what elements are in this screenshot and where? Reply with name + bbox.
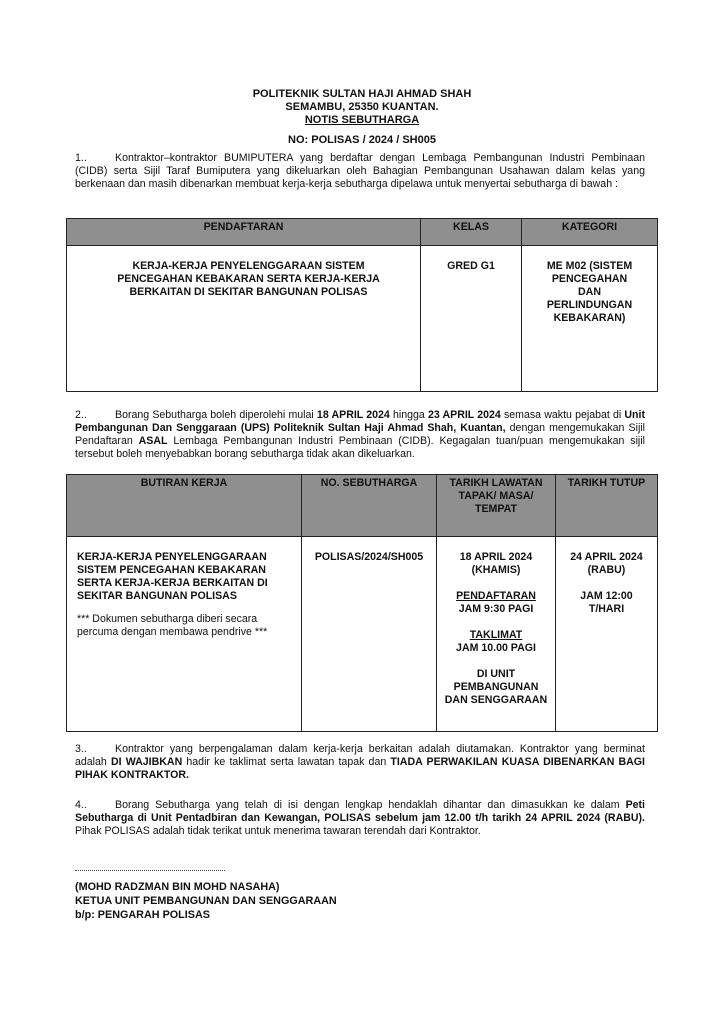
header-tarikh-lawatan: TARIKH LAWATAN TAPAK/ MASA/ TEMPAT [437,475,556,537]
header-tarikh-tutup: TARIKH TUTUP [556,475,658,537]
paragraph-2-text-5: Lembaga Pembangunan Industri Pembinaan (CIDB). Kegagalan tuan/puan mengemukakan sijil tersebut boleh menyebabkan borang sebutharga tidak akan dikeluarkan. [75,435,645,460]
end-date: 23 APRIL 2024 [427,409,501,421]
no-proxy-emphasis: TIADA PERWAKILAN KUASA DIBENARKAN BAGI PIHAK KONTRAKTOR. [75,756,645,781]
paragraph-1-number: 1.. [75,152,87,164]
briefing-label: TAKLIMAT [469,629,523,641]
registration-table [66,218,658,392]
mandatory-emphasis: DI WAJIBKAN [110,756,183,768]
site-visit-date: 18 APRIL 2024 [459,551,533,563]
cell-no-sebutharga: POLISAS/2024/SH005 [302,537,437,732]
cell-tarikh-tutup [556,537,658,732]
signatory-name: (MOHD RADZMAN BIN MOHD NASAHA) [75,881,280,893]
header-no-sebutharga: NO. SEBUTHARGA [302,475,437,537]
header-pendaftaran: PENDAFTARAN [67,219,421,246]
institution-name: POLITEKNIK SULTAN HAJI AHMAD SHAH [252,88,472,100]
notice-title [0,114,724,127]
notice-number: NO: POLISAS / 2024 / SH005 [288,134,436,146]
cell-butiran-kerja [67,537,302,732]
submission-location: Peti Sebutharga di Unit Pentadbiran dan Kewangan, POLISAS sebelum jam 12.00 t/h tarikh 24 APRIL 2024 (RABU). [75,799,645,824]
cell-pendaftaran: KERJA-KERJA PENYELENGGARAAN SISTEM PENCEGAHAN KEBAKARAN SERTA KERJA-KERJA BERKAITAN DI SEKITAR BANGUNAN POLISAS [67,246,421,392]
signature-line [75,870,225,871]
institution-address: SEMAMBU, 25350 KUANTAN. [285,101,439,113]
signatory-on-behalf: b/p: PENGARAH POLISAS [75,909,210,921]
paragraph-3-text-2: hadir ke taklimat serta lawatan tapak dan [182,756,391,768]
cell-kelas: GRED G1 [421,246,522,392]
quotation-details-table [66,474,658,732]
visit-venue: DI UNIT PEMBANGUNAN DAN SENGGARAAN [444,668,548,706]
original-emphasis: ASAL [138,435,168,447]
paragraph-2-number: 2.. [75,409,87,421]
header-kategori: KATEGORI [522,219,658,246]
registration-label: PENDAFTARAN [456,590,536,602]
paragraph-2-text-4: dengan mengemukakan Sijil Pendaftaran [75,422,645,447]
site-visit-day: (KHAMIS) [471,564,521,576]
paragraph-2-text-1: Borang Sebutharga boleh diperolehi mulai [115,409,317,421]
pendrive-note: *** Dokumen sebutharga diberi secara percuma dengan membawa pendrive *** [77,613,268,638]
registration-time: JAM 9:30 PAGI [458,603,534,615]
header-butiran-kerja: BUTIRAN KERJA [67,475,302,537]
cell-kategori: ME M02 (SISTEM PENCEGAHAN DAN PERLINDUNGAN KEBAKARAN) [522,246,658,392]
work-description: KERJA-KERJA PENYELENGGARAAN SISTEM PENCEGAHAN KEBAKARAN SERTA KERJA-KERJA BERKAITAN DI SEKITAR BANGUNAN POLISAS [77,551,268,602]
start-date: 18 APRIL 2024 [316,409,390,421]
closing-time: JAM 12:00 T/HARI [580,590,633,615]
paragraph-1 [75,152,645,191]
paragraph-2 [75,409,645,461]
notice-title-text: NOTIS SEBUTHARGA [304,114,420,126]
office-location: Unit Pembangunan Dan Senggaraan (UPS) Politeknik Sultan Haji Ahmad Shah, Kuantan, [75,409,645,434]
paragraph-3-number: 3.. [75,743,87,755]
signatory-title: KETUA UNIT PEMBANGUNAN DAN SENGGARAAN [75,895,337,907]
paragraph-3 [75,743,645,782]
cell-tarikh-lawatan [437,537,556,732]
briefing-time: JAM 10.00 PAGI [456,642,536,654]
paragraph-2-text-3: semasa waktu pejabat di [500,409,625,421]
closing-day: (RABU) [587,564,626,576]
paragraph-3-text-1: Kontraktor yang berpengalaman dalam kerja-kerja berkaitan adalah diutamakan. Kontraktor yang berminat adalah [75,743,645,768]
paragraph-4 [75,799,645,838]
header-kelas: KELAS [421,219,522,246]
closing-date: 24 APRIL 2024 [570,551,643,563]
paragraph-4-number: 4.. [75,799,87,811]
paragraph-1-text: Kontraktor–kontraktor BUMIPUTERA yang berdaftar dengan Lembaga Pembangunan Industri Pembinaan (CIDB) serta Sijil Taraf Bumiputera yang dikeluarkan oleh Bahagian Pembangunan Usahawan dalam kelas yang berkenaan dan masih dibenarkan membuat kerja-kerja sebutharga dipelawa untuk menyertai sebutharga di bawah : [75,152,645,190]
paragraph-2-text-2: hingga [389,409,428,421]
paragraph-4-text-2: Pihak POLISAS adalah tidak terikat untuk menerima tawaran terendah dari Kontraktor. [75,825,481,837]
paragraph-4-text-1: Borang Sebutharga yang telah di isi dengan lengkap hendaklah dihantar dan dimasukkan ke dalam [115,799,626,811]
